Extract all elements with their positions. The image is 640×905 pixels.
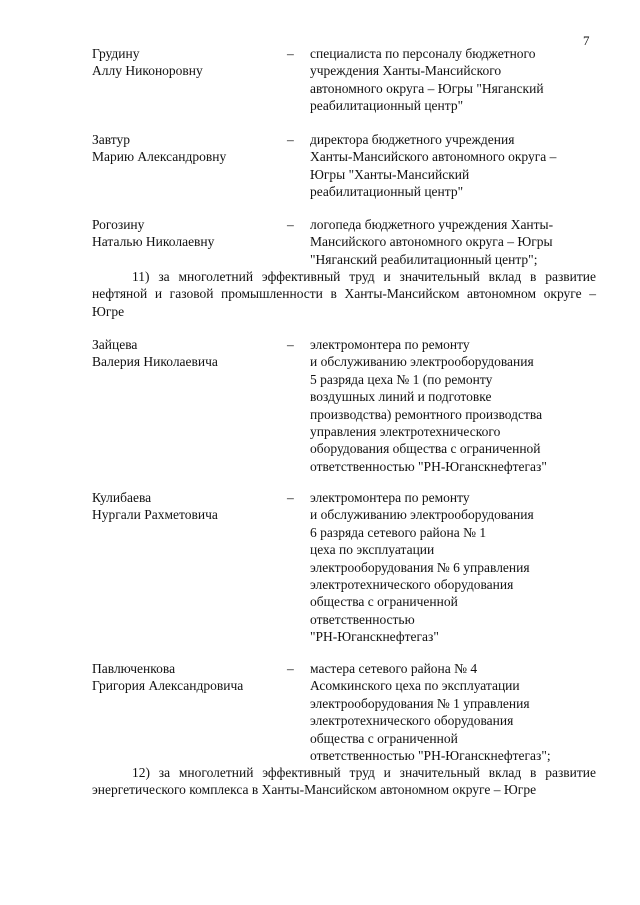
entry-dash: – xyxy=(287,337,294,352)
position-line: оборудования общества с ограниченной xyxy=(310,441,541,457)
position-line: реабилитационный центр" xyxy=(310,184,464,200)
recipient-given-names: Нургали Рахметовича xyxy=(92,507,218,523)
recipient-surname: Рогозину xyxy=(92,217,145,232)
recipient-position xyxy=(310,131,610,201)
recipient-name xyxy=(92,216,282,251)
recipient-name xyxy=(92,489,282,524)
position-line: воздушных линий и подготовке xyxy=(310,389,492,405)
entry-dash: – xyxy=(287,661,294,676)
position-line: и обслуживанию электрооборудования xyxy=(310,507,534,523)
recipient-position xyxy=(310,336,610,475)
position-line: "Няганский реабилитационный центр"; xyxy=(310,251,538,267)
position-line: электротехнического оборудования xyxy=(310,713,514,729)
recipient-surname: Завтур xyxy=(92,132,131,147)
recipient-position xyxy=(310,45,610,115)
position-line: 6 разряда сетевого района № 1 xyxy=(310,524,487,540)
position-line: логопеда бюджетного учреждения Ханты- xyxy=(310,217,554,232)
position-line: цеха по эксплуатации xyxy=(310,542,435,558)
entry-dash: – xyxy=(287,46,294,61)
position-line: Асомкинского цеха по эксплуатации xyxy=(310,678,520,694)
recipient-given-names: Григория Александровича xyxy=(92,678,244,694)
position-line: производства) ремонтного производства xyxy=(310,406,543,422)
recipient-position xyxy=(310,660,610,764)
position-line: 5 разряда цеха № 1 (по ремонту xyxy=(310,371,493,387)
recipient-position xyxy=(310,216,610,268)
recipient-name xyxy=(92,336,282,371)
recipient-name xyxy=(92,660,282,695)
recipient-given-names: Марию Александровну xyxy=(92,149,227,165)
position-line: общества с ограниченной xyxy=(310,594,458,610)
recipient-given-names: Наталью Николаевну xyxy=(92,234,215,250)
position-line: общества с ограниченной xyxy=(310,730,458,746)
recipient-surname: Грудину xyxy=(92,46,140,61)
position-line: электромонтера по ремонту xyxy=(310,490,470,505)
recipient-surname: Кулибаева xyxy=(92,490,152,505)
position-line: "РН-Юганскнефтегаз" xyxy=(310,629,439,645)
position-line: Ханты-Мансийского автономного округа – xyxy=(310,149,557,165)
position-line: электротехнического оборудования xyxy=(310,577,514,593)
position-line: ответственностью "РН-Юганскнефтегаз" xyxy=(310,458,547,474)
position-line: директора бюджетного учреждения xyxy=(310,132,515,147)
position-line: автономного округа – Югры "Няганский xyxy=(310,80,544,96)
position-line: мастера сетевого района № 4 xyxy=(310,661,478,676)
position-line: Мансийского автономного округа – Югры xyxy=(310,234,553,250)
position-line: специалиста по персоналу бюджетного xyxy=(310,46,536,61)
position-line: электрооборудования № 6 управления xyxy=(310,559,530,575)
entry-dash: – xyxy=(287,490,294,505)
entry-dash: – xyxy=(287,132,294,147)
recipient-position xyxy=(310,489,610,646)
award-category-paragraph: 11) за многолетний эффективный труд и значительный вклад в развитие нефтяной и газовой промышленности в Ханты-Мансийском автономном округе – Югре xyxy=(92,269,596,319)
recipient-surname: Павлюченкова xyxy=(92,661,176,676)
recipient-given-names: Валерия Николаевича xyxy=(92,354,218,370)
position-line: реабилитационный центр" xyxy=(310,98,464,114)
position-line: Югры "Ханты-Мансийский xyxy=(310,166,470,182)
entry-dash: – xyxy=(287,217,294,232)
award-category-paragraph: 12) за многолетний эффективный труд и значительный вклад в развитие энергетического комплекса в Ханты-Мансийском автономном округе – Югре xyxy=(92,765,596,798)
page-number: 7 xyxy=(583,33,590,48)
position-line: электрооборудования № 1 управления xyxy=(310,695,530,711)
recipient-name xyxy=(92,45,282,80)
recipient-name xyxy=(92,131,282,166)
recipient-given-names: Аллу Никоноровну xyxy=(92,63,203,79)
position-line: ответственностью xyxy=(310,611,415,627)
position-line: электромонтера по ремонту xyxy=(310,337,470,352)
recipient-surname: Зайцева xyxy=(92,337,138,352)
position-line: учреждения Ханты-Мансийского xyxy=(310,63,502,79)
position-line: и обслуживанию электрооборудования xyxy=(310,354,534,370)
position-line: управления электротехнического xyxy=(310,424,501,440)
position-line: ответственностью "РН-Юганскнефтегаз"; xyxy=(310,748,551,764)
